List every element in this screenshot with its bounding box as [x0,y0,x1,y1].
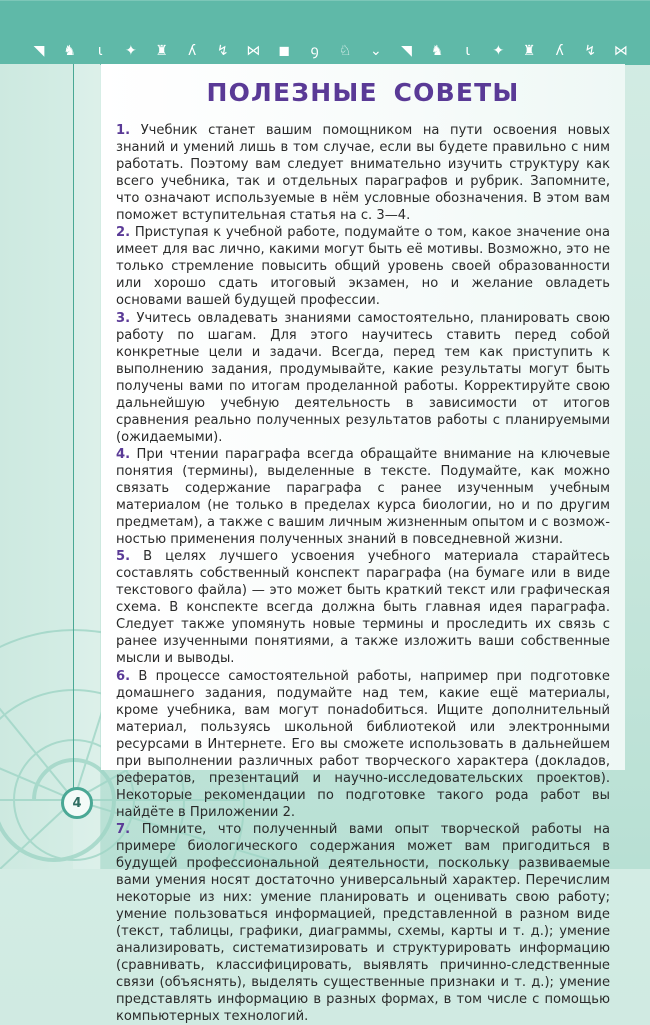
bison-icon: ◼ [278,43,290,59]
page-number: 4 [72,795,82,811]
dolphin-icon: ◥ [401,43,412,59]
tip-number: 7. [116,821,131,837]
antelope-icon: ↯ [216,43,229,59]
tip-number: 3. [116,310,131,326]
horse-icon: ♘ [338,43,352,59]
tip-number: 4. [116,446,131,462]
scorpion-icon: ꝯ [310,43,319,59]
tip-text: В целях лучшего усвоения учебного материала старайтесь составлять собственный конспект параграфа (на бумаге или в виде текстового файла) — это может быть краткий текст или графическая схема. В конспекте всегда должна быть главная идея параграфа. Следует также упомянуть новые термины и проследить их связь с ранее изученными понятиями, а также изложить ваши собственные мысли и выводы. [116,549,610,667]
margin-vertical-line [73,64,74,794]
tip-item [116,548,610,667]
tip-text: Учебник станет вашим помощником на пути освоения новых знаний и умений лишь в том случае, если вы будете правильно с ним работать. Поэтому вам следует внимательно изучить структуру как всего учебника, так и отдельных параграфов и рубрик. Запомните, что означают используемые в нём условные обозначения. В этом вам поможет вступительная статья на с. 3—4. [116,123,610,224]
hyena-icon: ♞ [430,43,444,59]
bull-icon: ♜ [155,43,168,59]
tip-text: Приступая к учебной работе, подумайте о том, какое значение она имеет для вас лично, какими могут быть её мотивы. Возможно, это не только стремление повысить общий уровень своей образованности или хорошо сдать итоговый экзамен, но и желание овладеть основами вашей будущей профессии. [116,225,610,309]
header-band [0,0,650,65]
kangaroo-icon: ʎ [187,43,197,59]
hyena-icon: ♞ [63,43,76,59]
tip-item [116,668,610,821]
antelope-icon: ↯ [584,43,597,59]
tip-text: Учитесь овладевать знаниями самостоятельно, планировать свою работу по шагам. Для этого научитесь ставить перед собой конкретные цели и задачи. Всегда, перед тем как приступить к выполнению задания, продумывайте, какие результаты могут быть получены вами по итогам проделанной работы. Корректируйте свою дальнейшую учебную деятельность в зависимости от итогов сравнения реально полученных результатов работы с планируемыми (ожидаемыми). [116,310,610,445]
kangaroo-icon: ʎ [555,43,564,59]
moth-icon: ✦ [492,43,505,59]
tip-text: При чтении параграфа всегда обращайте внимание на ключевые понятия (термины), выделенные в тексте. Подумайте, как можно связать содержание параграфа с ранее изученным учебным материалом (не только в пределах курса биологии, но и по другим предметам), а также с вашим личным жизненным опытом и с возможностью применения полученных знаний в повседневной жизни. [116,446,611,548]
butterfly-icon: ⋈ [246,43,261,59]
tip-item [116,122,610,224]
meerkat-icon: ɩ [97,43,103,59]
tip-item [116,446,610,548]
butterfly-icon: ⋈ [613,43,628,59]
tip-number: 1. [116,123,131,138]
bull-icon: ♜ [522,43,536,59]
tip-number: 6. [116,668,131,684]
meerkat-icon: ɩ [465,43,471,59]
tip-item [116,224,610,309]
animal-silhouette-strip [30,41,630,59]
tip-number: 2. [116,225,131,241]
tips-list [116,122,610,1025]
moth-icon: ✦ [125,43,137,59]
bird-icon: ⌄ [370,43,382,59]
dolphin-icon: ◥ [33,43,45,59]
page-title: ПОЛЕЗНЫЕ СОВЕТЫ [206,78,520,107]
page-number-badge [61,787,93,819]
tip-text: Помните, что полученный вами опыт творческой работы на примере биологического содержания может вам пригодиться в будущей профессиональной деятельности, поскольку развиваемые вами умения носят достаточно универсальный характер. Перечислим некоторые из них: умение планировать и оценивать свою работу; умение пользоваться информацией, представленной в разном виде (текст, таблицы, графики, диаграммы, схемы, карты и т. д.); умение анализировать, систематизировать и структурировать информацию (сравнивать, классифицировать, выявлять причинно-следственные связи (объяснять), выделять существенные признаки и т. д.); умение представлять информацию в разных формах, в том числе с помощью компьютерных технологий. [116,821,610,1025]
tip-number: 5. [116,549,131,565]
tip-text: В процессе самостоятельной работы, например при подготовке домашнего задания, подумайте над тем, какие ещё материалы, кроме учебника, вам могут понаdобиться. Ищите дополнительный материал, пользуясь школьной библиотекой или электронными ресурсами в Интернете. Его вы сможете использовать в дальнейшем при выполнении различных работ творческого характера (докладов, рефератов, презентаций и научно-исследовательских проектов). Некоторые рекомендации по подготовке такого рода работ вы найдёте в Приложении 2. [116,668,610,820]
tip-item [116,310,610,446]
tip-item [116,821,610,1025]
